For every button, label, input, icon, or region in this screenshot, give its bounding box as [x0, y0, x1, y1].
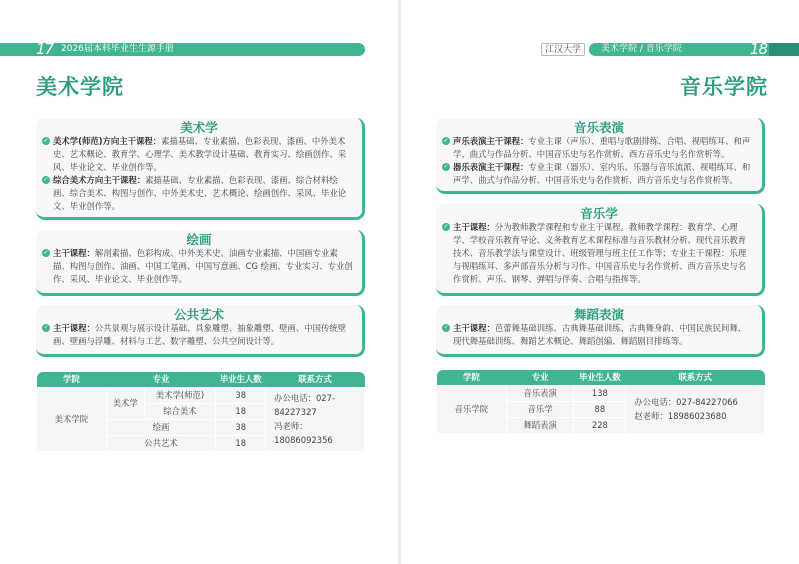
count-cell: 38: [216, 387, 266, 403]
left-section-title: 美术学院: [36, 75, 124, 99]
check-icon: ✓: [43, 249, 49, 256]
card-fine-arts: [36, 118, 365, 220]
university-label: 江汉大学: [541, 43, 585, 56]
table-header-cell: 联系方式: [626, 370, 765, 385]
college-cell: 美术学院: [37, 387, 107, 451]
card-public-art: [36, 305, 365, 357]
course-text: 专业主课（器乐）、室内乐、乐器与音乐流派、视唱练耳、和声学、曲式与作品分析、中国音乐史与名作赏析、西方音乐史与名作赏析等。: [453, 161, 751, 185]
table-header-cell: 毕业生人数: [574, 370, 626, 385]
table-header-cell: 联系方式: [266, 372, 365, 387]
course-text: 分为教师教学课程和专业主干课程。教师教学课程：教育学、心理学、学校音乐教育导论、义务教育艺术课程标准与音乐教材分析、现代音乐教育技术、音乐教学法与课堂设计、班级管理与班主任工作等；专业主干课程：乐理与视唱练耳、多声部音乐分析与习作、中国音乐史与名作赏析、西方音乐史与名作赏析、声乐、钢琴、弹唱与伴奏、合唱与指挥等。: [453, 222, 747, 284]
card-title: 舞蹈表演: [573, 307, 624, 322]
course-item: [436, 135, 762, 161]
left-header-title: 2026届本科毕业生生源手册: [61, 44, 174, 54]
major-cell: 公共艺术: [106, 435, 216, 451]
course-label: 声乐表演主干课程：: [453, 136, 529, 146]
course-text: 芭蕾舞基础训练、古典舞基础训练、古典舞身韵、中国民族民间舞、现代舞基础训练、舞蹈艺术概论、舞蹈创编、舞蹈剧目排练等。: [453, 323, 747, 346]
table-header-cell: 专业: [506, 370, 574, 385]
table-header-row: [37, 372, 365, 387]
card-dance-performance: [436, 305, 765, 357]
contact-cell: [626, 385, 765, 433]
check-icon: ✓: [443, 324, 449, 331]
count-cell: 18: [216, 403, 266, 419]
check-icon: ✓: [443, 162, 449, 170]
major-cell: 美术学(师范): [144, 387, 216, 403]
card-title: 美术学: [180, 120, 218, 135]
card-music-performance: [436, 118, 765, 194]
course-item: [436, 161, 762, 187]
check-icon: ✓: [443, 137, 449, 144]
right-page: [400, 0, 799, 564]
course-item: [436, 221, 762, 286]
card-musicology: [436, 204, 765, 296]
table-header-cell: 学院: [437, 370, 507, 385]
count-cell: 38: [216, 419, 266, 435]
count-cell: 228: [574, 417, 626, 433]
course-label: 主干课程：: [53, 323, 95, 333]
table-row: [437, 385, 765, 401]
group-cell: 美术学: [106, 387, 144, 419]
card-title: 音乐表演: [573, 120, 624, 135]
table-header-cell: 学院: [37, 372, 107, 387]
course-label: 器乐表演主干课程：: [453, 161, 529, 172]
major-cell: 综合美术: [144, 403, 216, 419]
course-text: 素描基础、专业素描、色彩表现、漆画、中外美术史、艺术概论、教育学、心理学、美术教学设计基础、教育实习、绘画创作、采风、毕业论文、毕业创作等。: [53, 136, 347, 172]
course-item: [36, 247, 362, 286]
card-title: 公共艺术: [173, 307, 224, 322]
header-accent-block: [769, 43, 799, 56]
contact-phone: 办公电话：027-84227327: [274, 393, 335, 417]
course-label: 美术学(师范)方向主干课程：: [53, 136, 162, 146]
card-painting: [36, 230, 365, 296]
course-label: 综合美术方向主干课程：: [53, 174, 146, 185]
course-label: 主干课程：: [453, 323, 495, 333]
count-cell: 138: [574, 385, 626, 401]
course-text: 专业主课（声乐）、重唱与歌剧排练、合唱、视唱练耳、和声学、曲式与作品分析、中国音乐史与名作赏析、西方音乐史与名作赏析等。: [453, 136, 751, 159]
left-header-bar: [0, 40, 365, 58]
right-section-title: 音乐学院: [680, 75, 768, 99]
major-cell: 舞蹈表演: [506, 417, 574, 433]
college-cell: 音乐学院: [437, 385, 507, 433]
check-icon: ✓: [443, 223, 449, 230]
table-row: [37, 387, 365, 403]
major-cell: 绘画: [106, 419, 216, 435]
check-icon: ✓: [43, 137, 49, 144]
contact-person: 冯老师：18086092356: [274, 421, 333, 445]
table-header-row: [437, 370, 765, 385]
count-cell: 18: [216, 435, 266, 451]
major-cell: 音乐学: [506, 401, 574, 417]
left-page: [0, 0, 399, 564]
count-cell: 88: [574, 401, 626, 417]
course-item: [36, 174, 362, 213]
course-label: 主干课程：: [453, 222, 495, 232]
right-header-title: 美术学院 / 音乐学院: [601, 44, 682, 54]
major-cell: 音乐表演: [506, 385, 574, 401]
course-item: [36, 322, 362, 348]
contact-person: 赵老师：18986023680: [634, 411, 727, 421]
course-text: 素描基础、专业素描、色彩表现、漆画、综合材料绘画、综合美术、构图与创作、中外美术史、艺术概论、绘画创作、采风、毕业论文、毕业创作等。: [53, 174, 347, 211]
right-header-bar: [544, 40, 799, 58]
right-info-table: [436, 370, 765, 434]
table-header-cell: 专业: [106, 372, 216, 387]
course-label: 主干课程：: [53, 248, 95, 258]
course-item: [36, 135, 362, 174]
contact-cell: [266, 387, 365, 451]
card-title: 绘画: [186, 232, 212, 247]
course-item: [436, 322, 762, 348]
card-title: 音乐学: [580, 206, 618, 221]
course-text: 解剖素描、色彩构成、中外美术史、油画专业素描、中国画专业素描、构图与创作、油画、中国工笔画、中国写意画、CG 绘画、专业实习、专业创作、采风、毕业论文、毕业创作等。: [53, 248, 353, 284]
right-page-number: 18: [749, 40, 767, 58]
check-icon: ✓: [43, 324, 49, 331]
contact-phone: 办公电话：027-84227066: [634, 397, 738, 407]
left-info-table: [36, 372, 365, 452]
course-text: 公共景观与展示设计基础、具象雕塑、抽象雕塑、壁画、中国传统壁画、壁画与浮雕、材料与工艺、数字雕塑、公共空间设计等。: [53, 323, 347, 346]
table-header-cell: 毕业生人数: [216, 372, 266, 387]
check-icon: ✓: [43, 175, 49, 183]
left-page-number: 17: [36, 40, 54, 58]
